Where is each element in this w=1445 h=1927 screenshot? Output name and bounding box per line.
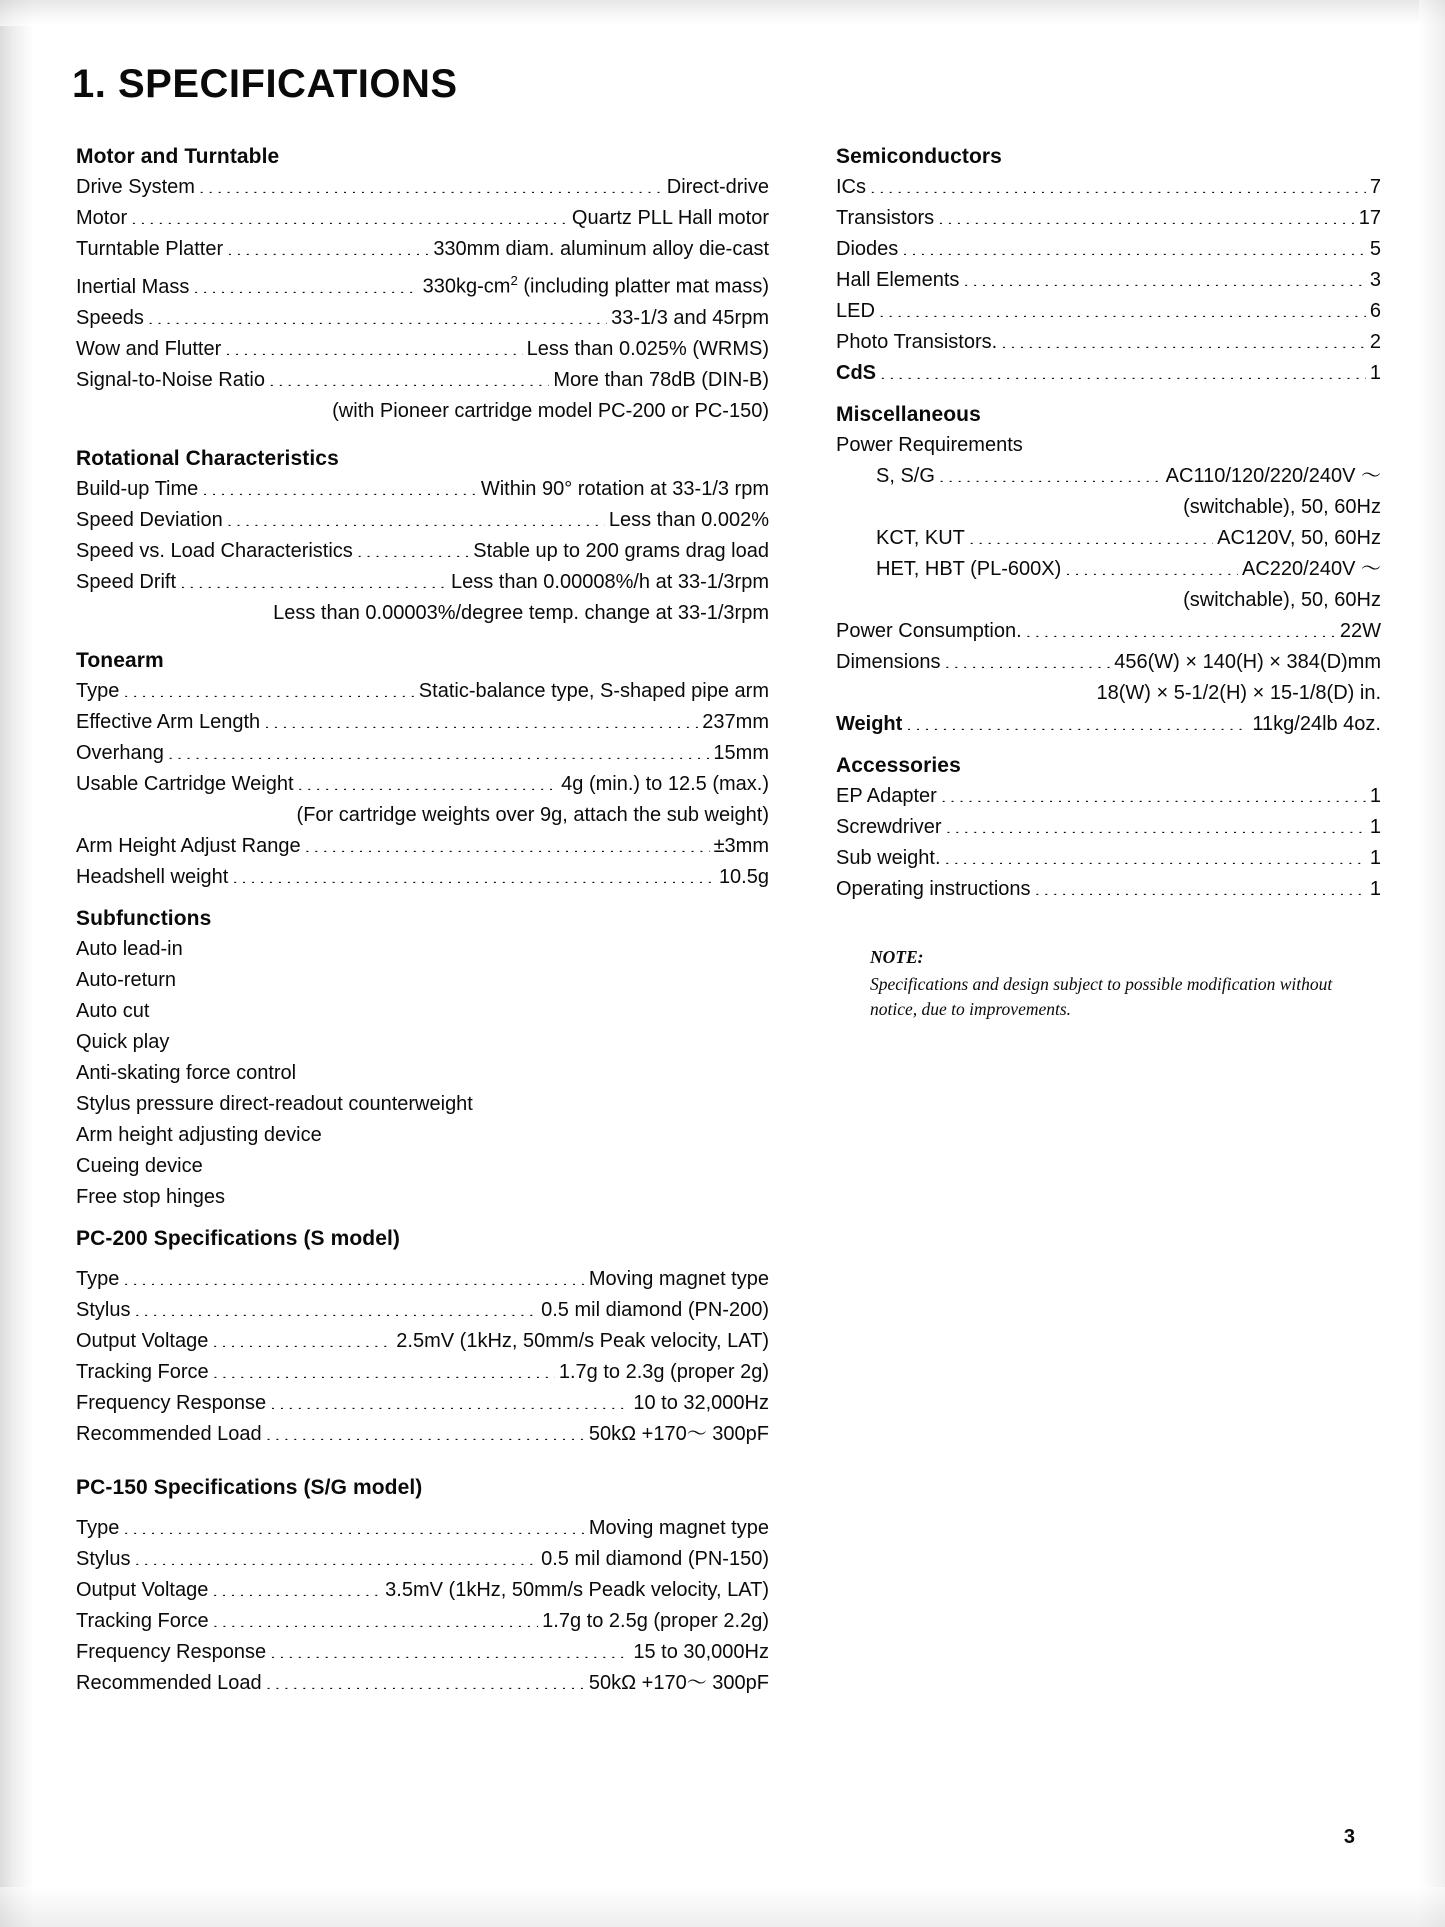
spec-row bbox=[836, 296, 1381, 327]
dot-leader bbox=[213, 1607, 539, 1627]
spec-row bbox=[76, 1575, 769, 1606]
dot-leader bbox=[168, 739, 710, 759]
spec-value: 1 bbox=[1369, 785, 1381, 807]
dot-leader bbox=[212, 1576, 381, 1596]
dot-leader bbox=[270, 1638, 629, 1658]
spec-value: Less than 0.025% (WRMS) bbox=[526, 337, 769, 360]
spec-row bbox=[76, 536, 769, 567]
spec-label: Stylus bbox=[76, 1298, 131, 1321]
spec-label: Frequency Response bbox=[76, 1391, 267, 1414]
spec-value: 33-1/3 and 45rpm bbox=[611, 306, 769, 329]
spec-label: Build-up Time bbox=[76, 477, 199, 500]
note-title: NOTE: bbox=[870, 947, 924, 967]
dot-leader bbox=[212, 1327, 392, 1347]
dot-leader bbox=[123, 1265, 585, 1285]
spec-value: 50kΩ +170〜 300pF bbox=[588, 1422, 769, 1445]
spec-value: AC120V, 50, 60Hz bbox=[1217, 527, 1381, 549]
dot-leader bbox=[225, 335, 522, 355]
left-column bbox=[76, 145, 769, 1699]
section-heading-miscellaneous: Miscellaneous bbox=[836, 403, 981, 426]
dot-leader bbox=[870, 173, 1366, 193]
spec-label: Drive System bbox=[76, 176, 195, 198]
spec-label: Signal-to-Noise Ratio bbox=[76, 368, 265, 391]
spec-row bbox=[836, 203, 1381, 234]
spec-row bbox=[76, 1606, 769, 1637]
spec-row bbox=[76, 1357, 769, 1388]
spec-continuation: (switchable), 50, 60Hz bbox=[1183, 496, 1381, 518]
section-heading-pc200-specifications: PC-200 Specifications (S model) bbox=[76, 1226, 401, 1250]
spec-value: AC110/120/220/240V 〜 bbox=[1165, 465, 1381, 487]
dot-leader bbox=[939, 462, 1162, 482]
spec-label: Transistors bbox=[836, 207, 935, 229]
page-title: 1. SPECIFICATIONS bbox=[72, 62, 458, 106]
dot-leader bbox=[938, 204, 1355, 224]
dot-leader bbox=[193, 273, 418, 293]
page-number: 3 bbox=[1343, 1826, 1355, 1848]
list-item: Auto lead-in bbox=[76, 937, 183, 960]
dot-leader bbox=[305, 832, 710, 852]
dot-leader bbox=[944, 648, 1110, 668]
spec-label: Motor bbox=[76, 207, 128, 229]
spec-row bbox=[836, 461, 1381, 492]
section-heading-motor-and-turntable: Motor and Turntable bbox=[76, 145, 280, 168]
spec-continuation: (For cartridge weights over 9g, attach the sub weight) bbox=[296, 803, 769, 826]
spec-row bbox=[76, 234, 769, 265]
dot-leader bbox=[232, 863, 715, 883]
spec-value: 2.5mV (1kHz, 50mm/s Peak velocity, LAT) bbox=[396, 1329, 769, 1352]
dot-leader bbox=[131, 204, 568, 224]
spec-row bbox=[836, 523, 1381, 554]
spec-row bbox=[836, 843, 1381, 874]
spec-value: 1 bbox=[1369, 362, 1381, 384]
spec-value: 5 bbox=[1369, 238, 1381, 260]
dot-leader bbox=[902, 235, 1366, 255]
spec-row bbox=[76, 862, 769, 893]
spec-value: Moving magnet type bbox=[588, 1516, 769, 1539]
spec-value: AC220/240V 〜 bbox=[1242, 558, 1381, 580]
spec-label: Weight bbox=[836, 713, 903, 735]
section-heading-tonearm: Tonearm bbox=[76, 648, 164, 672]
spec-label: Output Voltage bbox=[76, 1578, 209, 1601]
section-heading-subfunctions: Subfunctions bbox=[76, 906, 212, 930]
spec-row bbox=[76, 365, 769, 396]
list-item: Anti-skating force control bbox=[76, 1061, 297, 1084]
dot-leader bbox=[945, 844, 1366, 864]
dot-leader bbox=[266, 1420, 585, 1440]
spec-value: Less than 0.002% bbox=[608, 508, 769, 531]
spec-label: Type bbox=[76, 1267, 120, 1290]
dot-leader bbox=[270, 1389, 629, 1409]
dot-leader bbox=[946, 813, 1366, 833]
list-item: Arm height adjusting device bbox=[76, 1123, 322, 1146]
list-item: Free stop hinges bbox=[76, 1185, 225, 1208]
spec-row bbox=[836, 647, 1381, 678]
spec-row bbox=[76, 265, 769, 303]
spec-value: 1.7g to 2.5g (proper 2.2g) bbox=[542, 1609, 769, 1632]
spec-label: Diodes bbox=[836, 238, 899, 260]
spec-label: Screwdriver bbox=[836, 816, 942, 838]
spec-row bbox=[836, 234, 1381, 265]
dot-leader bbox=[269, 366, 549, 386]
spec-row bbox=[836, 616, 1381, 647]
spec-row bbox=[836, 812, 1381, 843]
dot-leader bbox=[941, 782, 1366, 802]
spec-value: 3.5mV (1kHz, 50mm/s Peadk velocity, LAT) bbox=[385, 1578, 769, 1601]
dot-leader bbox=[969, 524, 1213, 544]
spec-value: 10.5g bbox=[718, 865, 769, 888]
spec-value: 6 bbox=[1369, 300, 1381, 322]
spec-label: Output Voltage bbox=[76, 1329, 209, 1352]
note-body: Specifications and design subject to possible modification without notice, due to improvements. bbox=[870, 974, 1333, 1019]
spec-row bbox=[76, 1419, 769, 1450]
spec-row bbox=[76, 303, 769, 334]
spec-label: Power Consumption. bbox=[836, 620, 1022, 642]
spec-label: Turntable Platter bbox=[76, 238, 224, 260]
spec-row bbox=[76, 831, 769, 862]
dot-leader bbox=[227, 506, 605, 526]
spec-value: 15mm bbox=[713, 741, 769, 764]
dot-leader bbox=[134, 1545, 537, 1565]
dot-leader bbox=[213, 1358, 555, 1378]
spec-row bbox=[76, 203, 769, 234]
spec-label: S, S/G bbox=[876, 465, 935, 487]
dot-leader bbox=[880, 359, 1366, 379]
spec-value: 15 to 30,000Hz bbox=[633, 1640, 769, 1663]
spec-row bbox=[836, 874, 1381, 905]
spec-value: Quartz PLL Hall motor bbox=[571, 207, 769, 229]
spec-value: Static-balance type, S-shaped pipe arm bbox=[418, 679, 769, 702]
list-item: Auto cut bbox=[76, 999, 150, 1022]
dot-leader bbox=[134, 1296, 537, 1316]
spec-row bbox=[76, 769, 769, 800]
spec-value: 22W bbox=[1339, 620, 1381, 642]
spec-row bbox=[76, 567, 769, 598]
dot-leader bbox=[123, 677, 414, 697]
spec-value: 1 bbox=[1369, 847, 1381, 869]
spec-value: 11kg/24lb 4oz. bbox=[1252, 713, 1381, 735]
spec-value: Stable up to 200 grams drag load bbox=[473, 539, 769, 562]
spec-value: 330mm diam. aluminum alloy die-cast bbox=[433, 238, 769, 260]
dot-leader bbox=[298, 770, 558, 790]
dot-leader bbox=[1026, 617, 1336, 637]
spec-row bbox=[836, 327, 1381, 358]
spec-value: Moving magnet type bbox=[588, 1267, 769, 1290]
spec-label: EP Adapter bbox=[836, 785, 937, 807]
spec-label: Speeds bbox=[76, 306, 144, 329]
spec-row bbox=[76, 707, 769, 738]
spec-label: Tracking Force bbox=[76, 1360, 209, 1383]
spec-row bbox=[76, 1513, 769, 1544]
spec-row bbox=[836, 709, 1381, 740]
dot-leader bbox=[227, 235, 429, 255]
spec-value: Within 90° rotation at 33-1/3 rpm bbox=[480, 477, 769, 500]
dot-leader bbox=[357, 537, 469, 557]
spec-value: $330kg-cm^2$ (including platter mat mass) bbox=[422, 273, 769, 298]
spec-label: Type bbox=[76, 679, 120, 702]
spec-label: Headshell weight bbox=[76, 865, 229, 888]
spec-label: Arm Height Adjust Range bbox=[76, 834, 301, 857]
spec-label: ICs bbox=[836, 176, 866, 198]
spec-value: 50kΩ +170〜 300pF bbox=[588, 1671, 769, 1694]
spec-continuation: Less than 0.00003%/degree temp. change at 33-1/3rpm bbox=[273, 601, 769, 624]
spec-row bbox=[76, 1637, 769, 1668]
spec-value: 17 bbox=[1358, 207, 1381, 229]
dot-leader bbox=[963, 266, 1365, 286]
dot-leader bbox=[906, 710, 1248, 730]
dot-leader bbox=[202, 475, 477, 495]
dimensions-continuation: 18(W) × 5-1/2(H) × 15-1/8(D) in. bbox=[1096, 682, 1381, 704]
spec-label: Dimensions bbox=[836, 651, 941, 673]
dot-leader bbox=[1001, 328, 1366, 348]
section-heading-accessories: Accessories bbox=[836, 754, 961, 777]
spec-label: Recommended Load bbox=[76, 1422, 262, 1445]
spec-value: 3 bbox=[1369, 269, 1381, 291]
section-heading-pc150-specifications: PC-150 Specifications (S/G model) bbox=[76, 1475, 423, 1499]
spec-label: Inertial Mass bbox=[76, 275, 190, 298]
spec-label: Sub weight. bbox=[836, 847, 941, 869]
spec-label: Frequency Response bbox=[76, 1640, 267, 1663]
spec-row bbox=[76, 1668, 769, 1699]
spec-label: Recommended Load bbox=[76, 1671, 262, 1694]
spec-value: 237mm bbox=[702, 710, 769, 733]
spec-label: KCT, KUT bbox=[876, 527, 965, 549]
spec-value: 1 bbox=[1369, 816, 1381, 838]
spec-row bbox=[836, 781, 1381, 812]
spec-label: Photo Transistors. bbox=[836, 331, 998, 353]
spec-value: 0.5 mil diamond (PN-200) bbox=[541, 1298, 769, 1321]
spec-value: 4g (min.) to 12.5 (max.) bbox=[561, 772, 769, 795]
spec-value: 1.7g to 2.3g (proper 2g) bbox=[558, 1360, 769, 1383]
spec-value: 1 bbox=[1369, 878, 1381, 900]
spec-label: Speed Deviation bbox=[76, 508, 223, 531]
dot-leader bbox=[180, 568, 447, 588]
spec-label: Overhang bbox=[76, 741, 164, 764]
spec-row bbox=[836, 358, 1381, 389]
spec-row bbox=[76, 505, 769, 536]
spec-continuation: (switchable), 50, 60Hz bbox=[1183, 589, 1381, 611]
spec-row bbox=[76, 172, 769, 203]
spec-value: 2 bbox=[1369, 331, 1381, 353]
spec-value: 456(W) × 140(H) × 384(D)mm bbox=[1114, 651, 1381, 673]
spec-value: 10 to 32,000Hz bbox=[633, 1391, 769, 1414]
section-heading-semiconductors: Semiconductors bbox=[836, 145, 1002, 168]
spec-label: Tracking Force bbox=[76, 1609, 209, 1632]
right-column bbox=[836, 145, 1381, 1022]
dot-leader bbox=[199, 173, 663, 193]
dot-leader bbox=[1035, 875, 1366, 895]
spec-label: Operating instructions bbox=[836, 878, 1031, 900]
spec-label: LED bbox=[836, 300, 875, 322]
spec-value: 7 bbox=[1369, 176, 1381, 198]
spec-row bbox=[76, 1388, 769, 1419]
note-block bbox=[870, 945, 1340, 1022]
spec-label: Type bbox=[76, 1516, 120, 1539]
spec-row bbox=[76, 676, 769, 707]
spec-continuation: (with Pioneer cartridge model PC-200 or PC-150) bbox=[332, 399, 769, 422]
spec-row bbox=[76, 738, 769, 769]
spec-row bbox=[76, 334, 769, 365]
dot-leader bbox=[264, 708, 698, 728]
spec-label: Speed vs. Load Characteristics bbox=[76, 539, 353, 562]
list-item: Stylus pressure direct-readout counterweight bbox=[76, 1092, 473, 1115]
spec-value: Direct-drive bbox=[666, 176, 769, 198]
section-heading-rotational-characteristics: Rotational Characteristics bbox=[76, 446, 339, 470]
spec-row bbox=[836, 265, 1381, 296]
spec-value: 0.5 mil diamond (PN-150) bbox=[541, 1547, 769, 1570]
power-requirements-label: Power Requirements bbox=[836, 434, 1023, 456]
spec-label: Effective Arm Length bbox=[76, 710, 261, 733]
spec-label: Hall Elements bbox=[836, 269, 960, 291]
spec-label: Speed Drift bbox=[76, 570, 177, 593]
spec-value: More than 78dB (DIN-B) bbox=[553, 368, 769, 391]
spec-label: Stylus bbox=[76, 1547, 131, 1570]
spec-row bbox=[76, 1544, 769, 1575]
spec-row bbox=[836, 172, 1381, 203]
dot-leader bbox=[123, 1514, 585, 1534]
spec-value: Less than 0.00008%/h at 33-1/3rpm bbox=[451, 570, 769, 593]
spec-row bbox=[76, 1264, 769, 1295]
spec-label: CdS bbox=[836, 362, 876, 384]
dot-leader bbox=[266, 1669, 585, 1689]
spec-row bbox=[76, 474, 769, 505]
dot-leader bbox=[1065, 555, 1238, 575]
spec-value: ±3mm bbox=[713, 834, 769, 857]
spec-label: HET, HBT (PL-600X) bbox=[876, 558, 1062, 580]
spec-row bbox=[76, 1326, 769, 1357]
spec-label: Wow and Flutter bbox=[76, 337, 222, 360]
list-item: Auto-return bbox=[76, 968, 177, 991]
list-item: Cueing device bbox=[76, 1154, 203, 1177]
spec-row bbox=[836, 554, 1381, 585]
dot-leader bbox=[879, 297, 1366, 317]
list-item: Quick play bbox=[76, 1030, 170, 1053]
spec-row bbox=[76, 1295, 769, 1326]
dot-leader bbox=[148, 304, 607, 324]
spec-label: Usable Cartridge Weight bbox=[76, 772, 294, 795]
